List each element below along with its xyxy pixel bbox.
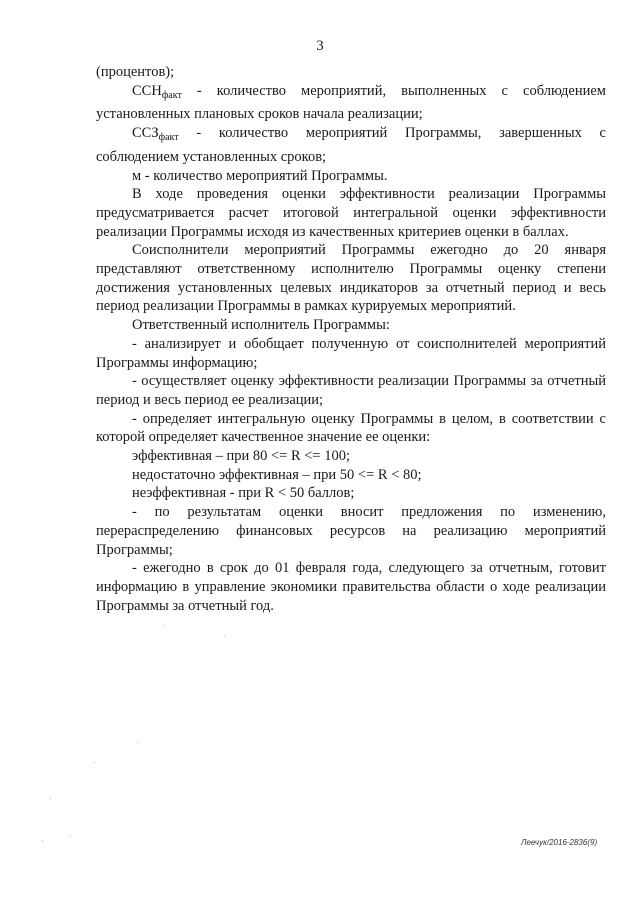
paragraph-responsible-executor: Ответственный исполнитель Программы: [132, 317, 390, 334]
list-item-proposals: - по результатам оценки вносит предложения по изменению, перераспределению финансовых ресурсов на реализацию мероприятий Программы; [96, 504, 606, 558]
paragraph-percent-unit: (процентов); [96, 64, 175, 80]
ssz-description: - количество мероприятий Программы, завершенных с соблюдением установленных сроков; [96, 125, 606, 165]
ssn-symbol: ССН [132, 82, 162, 99]
ssz-subscript: факт [158, 132, 179, 144]
scan-speck [94, 762, 95, 763]
scan-speck [137, 742, 138, 743]
scan-speck [163, 625, 164, 626]
page-number: 3 [316, 38, 324, 54]
ssz-symbol: ССЗ [132, 125, 159, 142]
paragraph-m-definition: м - количество мероприятий Программы. [132, 167, 388, 184]
list-item-annual-report: - ежегодно в срок до 01 февраля года, следующего за отчетным, готовит информацию в управление экономики правительства области о ходе реализации Программы за отчетный год. [96, 560, 606, 614]
scan-speck [50, 798, 51, 799]
list-item-determines: - определяет интегральную оценку Программы в целом, в соответствии с которой определяет качественное значение ее оценки: [96, 410, 606, 446]
rating-ineffective: неэффективная - при R < 50 баллов; [132, 485, 355, 502]
scan-speck [224, 635, 225, 636]
paragraph-ssn-definition [96, 82, 606, 124]
paragraph-ssz-definition [96, 124, 606, 166]
rating-effective: эффективная – при 80 <= R <= 100; [132, 448, 350, 465]
scan-speck [70, 835, 71, 836]
ssn-subscript: факт [161, 89, 182, 101]
document-body [96, 63, 606, 615]
rating-insufficient: недостаточно эффективная – при 50 <= R < 80; [132, 466, 422, 483]
list-item-evaluates: - осуществляет оценку эффективности реализации Программы за отчетный период и весь период ее реализации; [96, 373, 606, 408]
paragraph-co-executors: Соисполнители мероприятий Программы ежегодно до 20 января представляют ответственному исполнителю Программы оценку степени достижения установленных целевых индикаторов за отчетный период и весь период реализации Программы в рамках курируемых мероприятий. [96, 242, 606, 315]
scan-speck [42, 840, 43, 841]
document-reference-number: Леечук/2016-2836(9) [521, 838, 598, 847]
ssn-description: - количество мероприятий, выполненных с соблюдением установленных плановых сроков начала реализации; [96, 82, 606, 123]
list-item-analyzes: - анализирует и обобщает полученную от соисполнителей мероприятий Программы информацию; [96, 335, 606, 371]
paragraph-integral-assessment: В ходе проведения оценки эффективности реализации Программы предусматривается расчет итоговой интегральной оценки эффективности реализации Программы исходя из качественных критериев оценки в баллах. [96, 186, 606, 240]
